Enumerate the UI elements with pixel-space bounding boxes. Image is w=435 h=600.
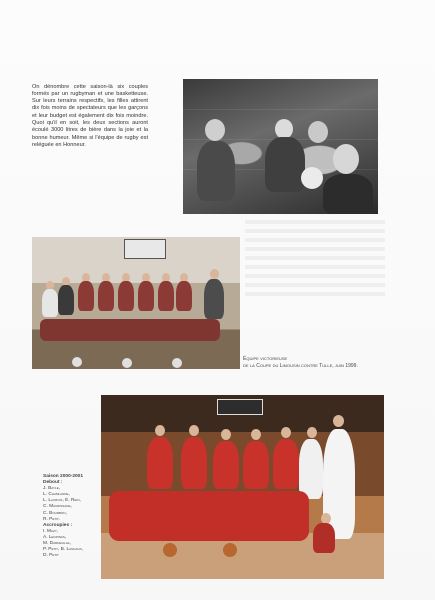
crowd-photo: [183, 79, 378, 214]
standing-name: L. Lacroix, E. Rein,: [43, 498, 81, 504]
standing-label: Debout :: [43, 480, 63, 486]
crouching-label: Accroupies :: [43, 522, 73, 528]
caption-line-2: de la Coupe du Limousin contre Tulle, juin 1999.: [243, 362, 358, 369]
team-photo-1999: [32, 237, 240, 369]
team-photo-2000-2001: [101, 395, 384, 579]
team-photo-1999-caption: [243, 356, 383, 369]
standing-name: L. Chamlanne,: [43, 492, 70, 498]
crouching-name: P. Petit, B. Langaux,: [43, 547, 84, 553]
crouching-name: I. Mazy,: [43, 528, 59, 534]
standing-name: J. Bayle,: [43, 486, 61, 492]
standing-name: C. Maurissane,: [43, 504, 72, 510]
season-roster: [43, 474, 103, 559]
crouching-name: D. Petit: [43, 553, 59, 559]
intro-paragraph: On dénombre cette saison-là six couples formés par un rugbyman et une basketteuse. Sur leurs terrains respectifs, les filles attirent dix fois moins de spectateurs que les garçons et leur budget est également dix fois moindre. Quoi qu'il en soit, les deux sections auront écoulé 3000 litres de bière dans la joie et la bonne humeur. Même si l'équipe de rugby est reléguée en Honneur.: [32, 83, 148, 148]
caption-line-1: Équipe victorieuse: [243, 356, 288, 362]
standing-name: R. Petit.: [43, 516, 61, 522]
standing-name: C. Bourbon,: [43, 510, 67, 516]
background-text-ghost: [245, 220, 385, 340]
crouching-name: A. Leopinas,: [43, 534, 67, 540]
crouching-name: M. Darfeuille,: [43, 541, 71, 547]
season-title: Saison 2000-2001: [43, 474, 84, 479]
